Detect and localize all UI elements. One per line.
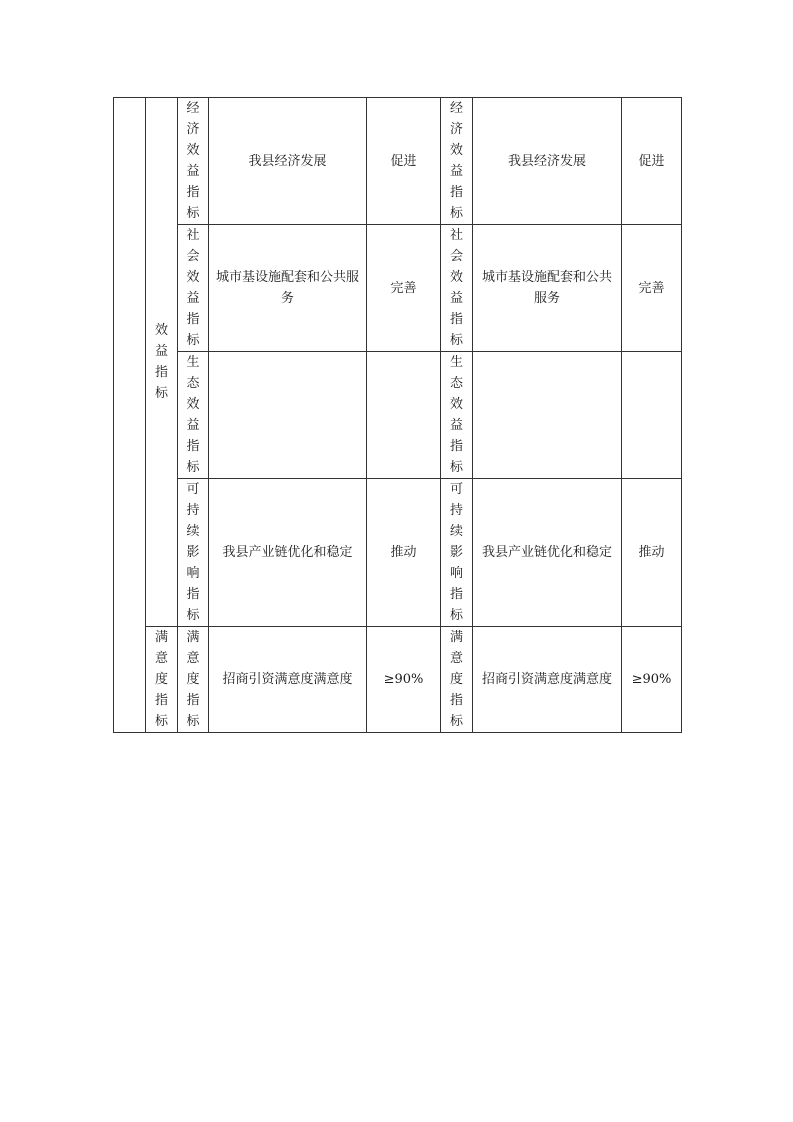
indicator-content-cell: 招商引资满意度满意度 (473, 627, 622, 733)
indicator-content-cell: 我县产业链优化和稳定 (209, 479, 367, 627)
indicator-value-cell: 促进 (622, 98, 682, 225)
vertical-text: 效 益 指 标 (154, 323, 168, 401)
performance-indicator-table (113, 97, 682, 733)
indicator-content-cell: 我县经济发展 (473, 98, 622, 225)
indicator-content-cell (209, 352, 367, 479)
third-level-indicator-cell: 满 意 度 指 标 (178, 627, 209, 733)
indicator-value-cell: 推动 (367, 479, 441, 627)
third-level-indicator-cell: 生 态 效 益 指 标 (178, 352, 209, 479)
second-level-indicator-cell: 满 意 度 指 标 (146, 627, 178, 733)
table-row (114, 352, 682, 479)
indicator-value-cell: ≥90% (367, 627, 441, 733)
table-row (114, 627, 682, 733)
indicator-value-cell (622, 352, 682, 479)
indicator-value-cell: 促进 (367, 98, 441, 225)
table-row (114, 98, 682, 225)
indicator-value-cell: ≥90% (622, 627, 682, 733)
table-row (114, 479, 682, 627)
indicator-content-cell: 招商引资满意度满意度 (209, 627, 367, 733)
indicator-value-cell (367, 352, 441, 479)
third-level-indicator-cell: 社 会 效 益 指 标 (178, 225, 209, 352)
first-level-indicator-cell (114, 98, 146, 733)
third-level-indicator-cell: 经 济 效 益 指 标 (178, 98, 209, 225)
second-level-indicator-cell (146, 98, 178, 627)
indicator-content-cell: 城市基设施配套和公共服务 (209, 225, 367, 352)
indicator-value-cell: 完善 (622, 225, 682, 352)
indicator-value-cell: 完善 (367, 225, 441, 352)
third-level-indicator-cell: 可 持 续 影 响 指 标 (441, 479, 473, 627)
indicator-content-cell (473, 352, 622, 479)
third-level-indicator-cell: 生 态 效 益 指 标 (441, 352, 473, 479)
table-row (114, 225, 682, 352)
third-level-indicator-cell: 可 持 续 影 响 指 标 (178, 479, 209, 627)
indicator-content-cell: 我县产业链优化和稳定 (473, 479, 622, 627)
third-level-indicator-cell: 满 意 度 指 标 (441, 627, 473, 733)
third-level-indicator-cell: 经 济 效 益 指 标 (441, 98, 473, 225)
indicator-content-cell: 我县经济发展 (209, 98, 367, 225)
indicator-value-cell: 推动 (622, 479, 682, 627)
third-level-indicator-cell: 社 会 效 益 指 标 (441, 225, 473, 352)
indicator-content-cell: 城市基设施配套和公共服务 (473, 225, 622, 352)
